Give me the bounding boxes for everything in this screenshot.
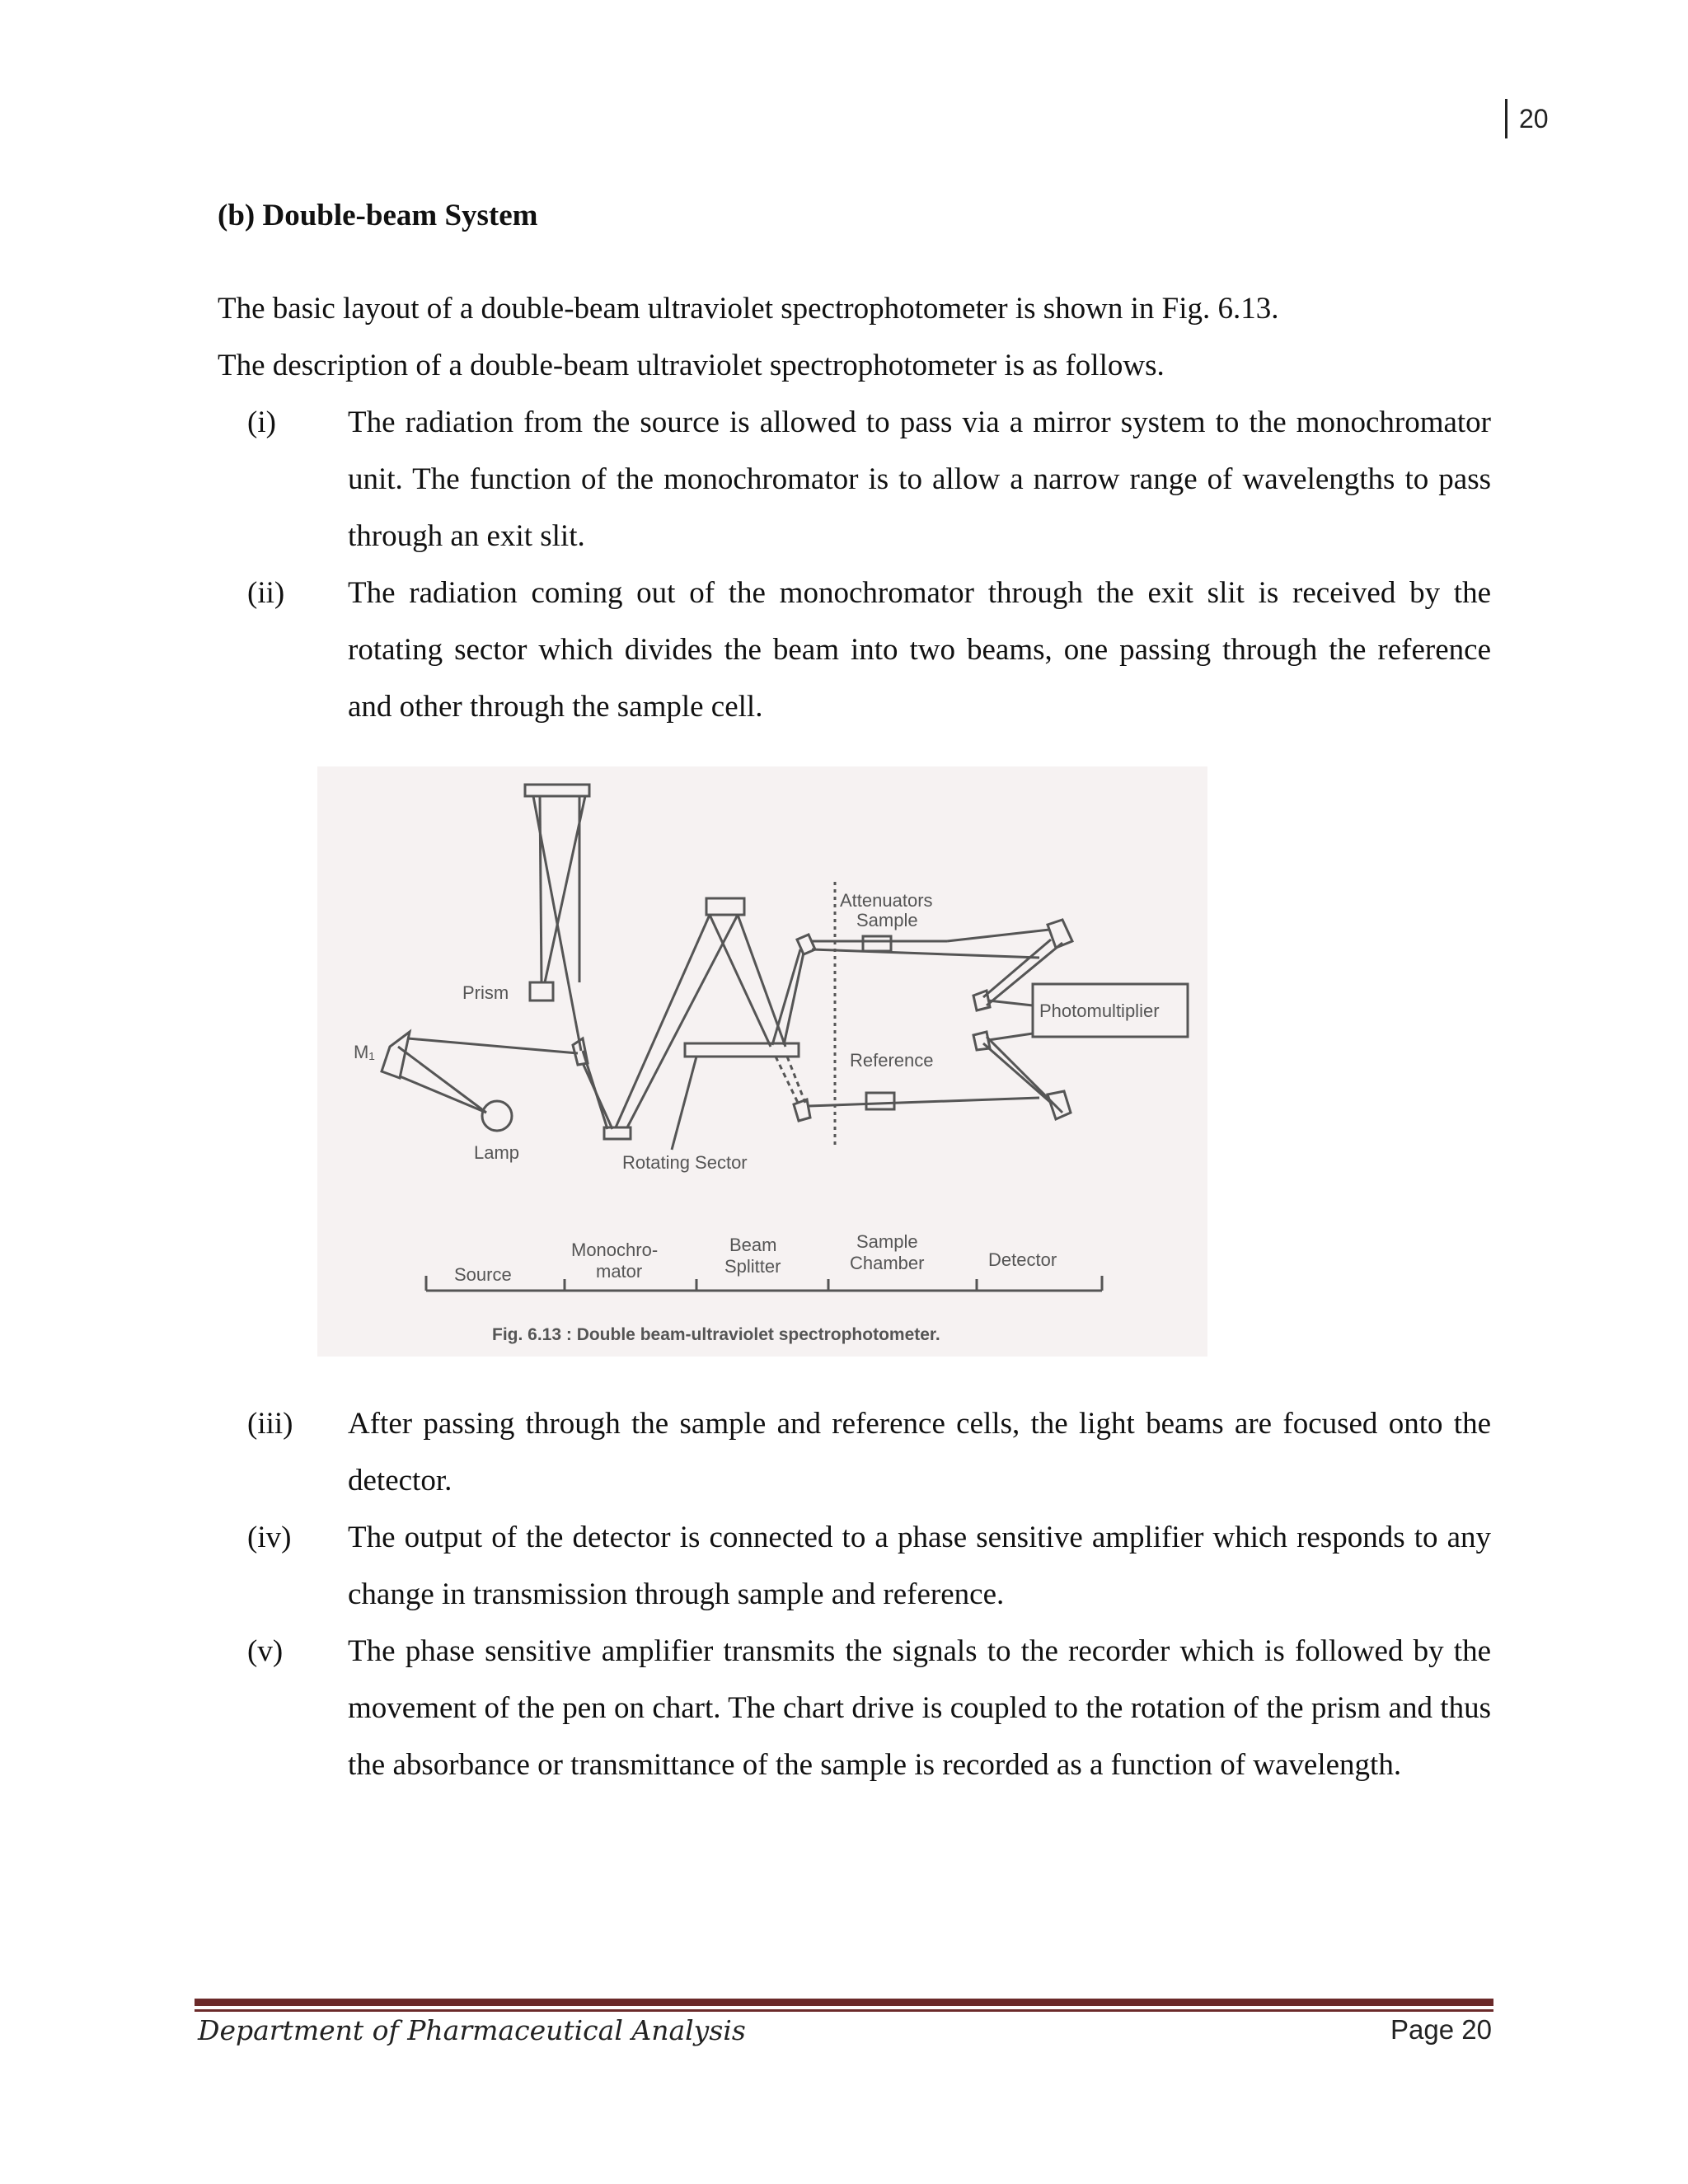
list-item-text: The radiation from the source is allowed to pass via a mirror system to the monochromator unit. The function of the monochromator is to allow a narrow range of wavelengths to pass through an exit slit. [348,405,1491,553]
prism [530,982,553,1001]
reference-mirror [794,1099,810,1121]
right-mirror-bottom [1048,1091,1071,1119]
beam-path [987,1037,1062,1113]
beam-path [616,915,710,1127]
spectrophotometer-diagram [317,766,1207,1357]
sample-cell [863,936,891,951]
section-beam-line2: Splitter [724,1256,781,1277]
list-item [218,394,1491,565]
beam-path [583,1063,612,1129]
page-number-header: 20 [1505,99,1549,138]
footer-department: Department of Pharmaceutical Analysis [198,2014,746,2046]
beam-path [540,796,542,982]
list-item-number: (ii) [247,576,285,610]
sample-beam [947,930,1049,941]
list-item-number: (i) [247,405,276,439]
label-lamp: Lamp [474,1142,520,1163]
figure-caption: Fig. 6.13 : Double beam-ultraviolet spectrophotometer. [492,1325,940,1344]
intro-line-2: The description of a double-beam ultraviolet spectrophotometer is as follows. [218,349,1165,382]
top-mirror [525,785,589,796]
beam-splitter [685,1043,799,1057]
list-item-number: (iii) [247,1407,293,1441]
rotating-sector-mirror [604,1127,631,1139]
list-item [218,565,1491,735]
list-after-figure [218,1395,1491,1793]
label-photomultiplier: Photomultiplier [1039,1001,1160,1021]
list-item-text: The phase sensitive amplifier transmits the signals to the recorder which is followed by the movement of the pen on chart. The chart drive is coupled to the rotation of the prism and thus the absorbance or transmittance of the sample is recorded as a function of wavelength. [348,1634,1491,1782]
reference-beam [809,1098,1039,1106]
beam-path [983,940,1051,997]
section-mono-line2: mator [596,1261,643,1282]
reference-cell [866,1093,894,1109]
list-item-text: The radiation coming out of the monochromator through the exit slit is received by the rotating sector which divides the beam into two beams, one passing through the reference and other through the sample cell. [348,576,1491,724]
list-item-text: The output of the detector is connected to a phase sensitive amplifier which responds to any change in transmission through sample and reference. [348,1521,1491,1611]
mirror-m1 [382,1032,410,1078]
label-prism: Prism [462,982,509,1003]
beam-path [987,943,1062,1005]
intro-paragraph [218,280,1491,394]
sample-beam [812,949,1039,958]
beam-path [983,1043,1051,1103]
list-item-number: (iv) [247,1521,292,1554]
label-rotating-sector: Rotating Sector [622,1152,748,1173]
label-attenuators: Attenuators [840,890,933,911]
section-detector: Detector [988,1249,1057,1270]
footer-page-number: Page 20 [1390,2014,1492,2045]
beam-path [988,1033,1033,1040]
beam-path [398,1047,486,1113]
beam-path [776,1057,799,1104]
upper-mirror [706,898,744,915]
section-mono-line1: Monochro- [571,1240,659,1260]
label-reference: Reference [850,1050,934,1071]
footer-rule [195,1999,1493,2006]
list-item [218,1623,1491,1793]
list-item [218,1395,1491,1509]
pm-mirror-top [973,991,990,1010]
section-heading: (b) Double-beam System [218,199,538,232]
beam-path [627,915,738,1127]
section-beam-line1: Beam [729,1235,777,1255]
list-item [218,1509,1491,1623]
section-chamber-line2: Chamber [850,1253,925,1273]
footer-rule-thin [195,2009,1493,2012]
label-m1: M₁ [354,1042,375,1062]
list-before-figure [218,394,1491,735]
beam-path [408,1038,578,1053]
label-sample: Sample [856,910,918,930]
list-item-text: After passing through the sample and reference cells, the light beams are focused onto the detector. [348,1407,1491,1497]
list-item-number: (v) [247,1634,284,1668]
section-chamber-line1: Sample [856,1231,918,1252]
beam-path [988,1001,1033,1005]
intro-line-1: The basic layout of a double-beam ultraviolet spectrophotometer is shown in Fig. 6.13. [218,292,1279,326]
lamp [482,1101,512,1131]
beam-path [787,1057,805,1103]
beam-path [672,1057,696,1150]
section-source: Source [454,1264,512,1285]
